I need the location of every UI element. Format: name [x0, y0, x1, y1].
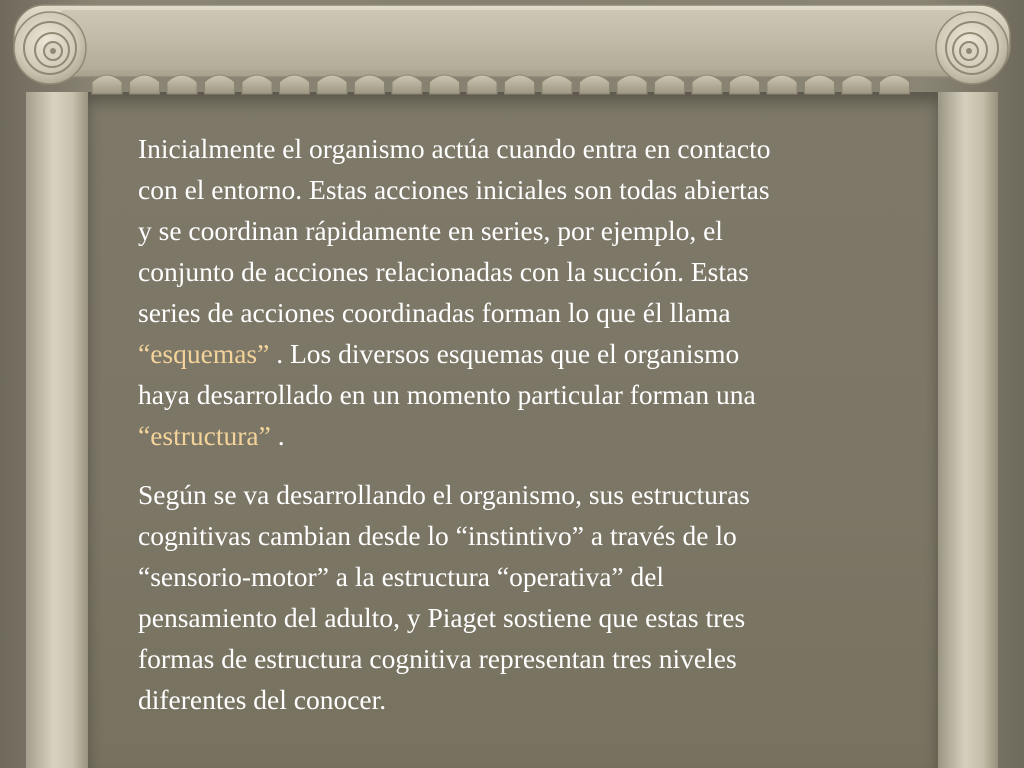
capital-scallop [767, 75, 797, 94]
capital-scallop [542, 75, 572, 94]
paragraph [138, 474, 928, 720]
text-line [138, 333, 928, 374]
text-line [138, 515, 928, 556]
text-run: haya desarrollado en un momento particular forman una [138, 379, 756, 410]
text-line [138, 169, 928, 210]
text-line [138, 597, 928, 638]
capital-scallop [355, 75, 385, 94]
text-run: formas de estructura cognitiva representan tres niveles [138, 643, 737, 674]
capital-scallop [842, 75, 872, 94]
text-line [138, 415, 928, 456]
text-line [138, 638, 928, 679]
text-line [138, 210, 928, 251]
text-run: Inicialmente el organismo actúa cuando entra en contacto [138, 133, 771, 164]
capital-scallop [617, 75, 647, 94]
capital-scallop [505, 75, 535, 94]
highlighted-term: “estructura” [138, 420, 271, 451]
capital-scallop [242, 75, 272, 94]
capital-scallop [92, 75, 122, 94]
text-run: Según se va desarrollando el organismo, sus estructuras [138, 479, 750, 510]
text-run: . [270, 420, 285, 451]
capital-scallop [130, 75, 160, 94]
text-run: con el entorno. Estas acciones iniciales son todas abiertas [138, 174, 770, 205]
capital-scallop [317, 75, 347, 94]
text-line [138, 556, 928, 597]
slide-body-text [138, 128, 928, 738]
text-line [138, 251, 928, 292]
capital-scallop [730, 75, 760, 94]
text-run: series de acciones coordinadas forman lo que él llama [138, 297, 731, 328]
capital-scallop [580, 75, 610, 94]
left-column-shaft [26, 92, 88, 768]
capital-scallop [805, 75, 835, 94]
text-run: “sensorio-motor” a la estructura “operativa” del [138, 561, 665, 592]
text-run: cognitivas cambian desde lo “instintivo” a través de lo [138, 520, 737, 551]
capital-scallop [467, 75, 497, 94]
text-run: diferentes del conocer. [138, 684, 387, 715]
capital-scallop [167, 75, 197, 94]
text-line [138, 128, 928, 169]
capital-scallop [655, 75, 685, 94]
text-line [138, 374, 928, 415]
paragraph [138, 128, 928, 456]
left-volute [14, 12, 86, 84]
text-line [138, 292, 928, 333]
capital-scallop [430, 75, 460, 94]
capital-beam-inner [60, 10, 964, 70]
column-capital [0, 0, 1024, 100]
text-run: y se coordinan rápidamente en series, por ejemplo, el [138, 215, 723, 246]
right-column-shaft [938, 92, 998, 768]
capital-scallops [92, 75, 910, 94]
capital-scallop [392, 75, 422, 94]
text-run: . Los diversos esquemas que el organismo [269, 338, 740, 369]
right-volute [936, 12, 1008, 84]
highlighted-term: “esquemas” [138, 338, 270, 369]
text-run: conjunto de acciones relacionadas con la succión. Estas [138, 256, 749, 287]
capital-scallop [205, 75, 235, 94]
text-line [138, 679, 928, 720]
capital-scallop [280, 75, 310, 94]
text-line [138, 474, 928, 515]
text-run: pensamiento del adulto, y Piaget sostiene que estas tres [138, 602, 746, 633]
capital-scallop [880, 75, 910, 94]
capital-scallop [692, 75, 722, 94]
